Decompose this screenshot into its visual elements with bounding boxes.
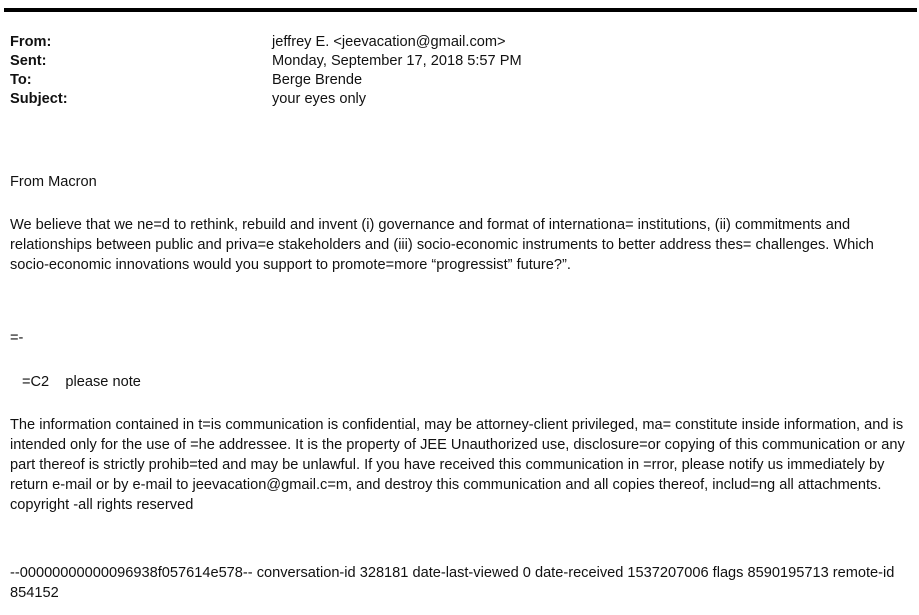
subject-row: [10, 90, 890, 109]
from-label: From:: [10, 34, 52, 50]
to-row: [10, 71, 890, 90]
body-disclaimer: The information contained in t=is communication is confidential, may be attorney-client privileged, ma= constitute inside information, and is intended only for the use of =he addressee. It is the property of JEE Unauthorized use, disclosure=or copying of this communication or any part thereof is strictly prohib=ted and may be unlawful. If you have received this communication in =rror, please notify us immediately by return e-mail or by e-mail to jeevacation@gmail.c=m, and destroy this communication and all copies thereof, includ=ng all attachments. copyright -all rights reserved: [10, 417, 905, 513]
body-metadata: --00000000000096938f057614e578-- conversation-id 328181 date-last-viewed 0 date-received 1537207006 flags 8590195713 remote-id 854152: [10, 565, 895, 601]
from-row: [10, 33, 890, 52]
email-header: [10, 33, 890, 109]
from-value: jeffrey E. <jeevacation@gmail.com>: [272, 34, 506, 50]
subject-value: your eyes only: [272, 91, 367, 107]
body-eq-dash: =-: [10, 330, 24, 346]
header-divider: [4, 8, 917, 12]
body-main-paragraph: We believe that we ne=d to rethink, rebuild and invent (i) governance and format of internationa= institutions, (ii) commitments and relationships between public and priva=e stakeholders and (iii) socio-economic instruments to better address thes= challenges. Which socio-economic innovations would you support to promote=more “progressist” future?”.: [10, 217, 874, 273]
to-label: To:: [10, 72, 32, 88]
subject-label: Subject:: [10, 91, 68, 107]
sent-label: Sent:: [10, 53, 47, 69]
to-value: Berge Brende: [272, 72, 363, 88]
sent-value: Monday, September 17, 2018 5:57 PM: [272, 53, 522, 69]
body-please-note: =C2 please note: [22, 374, 141, 390]
sent-row: [10, 52, 890, 71]
body-from-macron: From Macron: [10, 174, 97, 190]
